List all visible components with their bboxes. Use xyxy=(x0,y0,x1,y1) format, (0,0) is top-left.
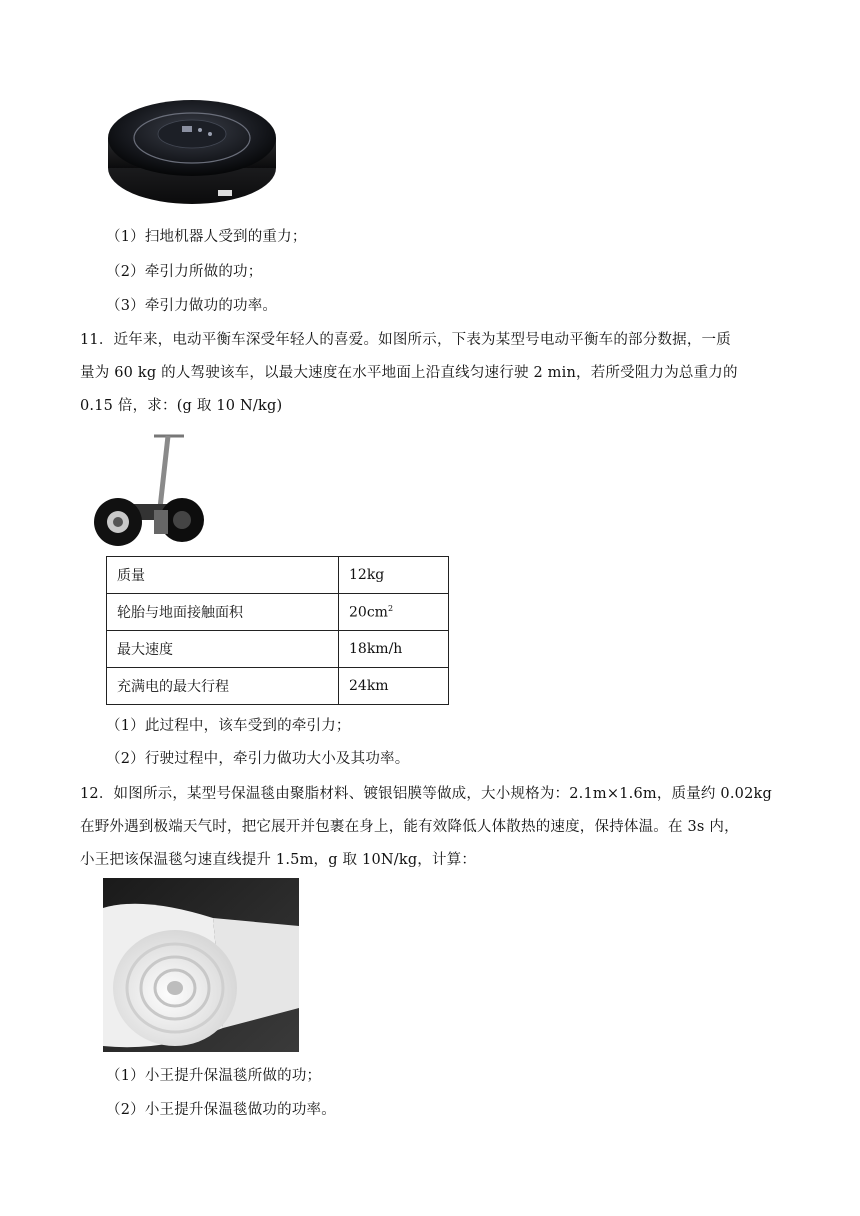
robot-vacuum-image xyxy=(100,86,282,214)
scooter-spec-table xyxy=(106,556,449,705)
q10-part-2: （2）牵引力所做的功； xyxy=(106,264,263,280)
table-cell-label: 轮胎与地面接触面积 xyxy=(107,594,339,631)
table-cell-value: 12kg xyxy=(339,557,449,594)
table-cell-value xyxy=(339,594,449,631)
table-row xyxy=(107,557,449,594)
table-row xyxy=(107,631,449,668)
q11-stem-line-1: 11．近年来，电动平衡车深受年轻人的喜爱。如图所示，下表为某型号电动平衡车的部分数据，一质 xyxy=(80,332,731,348)
q12-stem-line-1: 12．如图所示，某型号保温毯由聚脂材料、镀银铝膜等做成，大小规格为：2.1m×1.6m，质量约 0.02kg xyxy=(80,786,772,802)
table-cell-label: 最大速度 xyxy=(107,631,339,668)
superscript: 2 xyxy=(387,603,394,613)
balance-scooter-image xyxy=(84,430,214,552)
q11-stem-line-2: 量为 60 kg 的人驾驶该车，以最大速度在水平地面上沿直线匀速行驶 2 min，若所受阻力为总重力的 xyxy=(80,365,738,381)
q11-stem-line-3: 0.15 倍，求：(g 取 10 N/kg) xyxy=(80,398,283,414)
q12-stem-line-3: 小王把该保温毯匀速直线提升 1.5m，g 取 10N/kg，计算： xyxy=(80,852,477,868)
q11-part-1: （1）此过程中，该车受到的牵引力； xyxy=(106,718,351,734)
q12-part-2: （2）小王提升保温毯做功的功率。 xyxy=(106,1102,336,1118)
q11-part-2: （2）行驶过程中，牵引力做功大小及其功率。 xyxy=(106,751,410,767)
table-cell-value-text: 20cm xyxy=(349,604,388,621)
table-row xyxy=(107,668,449,705)
q12-part-1: （1）小王提升保温毯所做的功； xyxy=(106,1068,322,1084)
table-cell-label: 充满电的最大行程 xyxy=(107,668,339,705)
table-cell-value: 18km/h xyxy=(339,631,449,668)
thermal-blanket-image xyxy=(103,878,299,1052)
q12-stem-line-2: 在野外遇到极端天气时，把它展开并包裹在身上，能有效降低人体散热的速度，保持体温。在 3s 内， xyxy=(80,819,739,835)
table-row xyxy=(107,594,449,631)
q10-part-3: （3）牵引力做功的功率。 xyxy=(106,298,278,314)
q10-part-1: （1）扫地机器人受到的重力； xyxy=(106,229,307,245)
table-cell-value: 24km xyxy=(339,668,449,705)
table-cell-label: 质量 xyxy=(107,557,339,594)
